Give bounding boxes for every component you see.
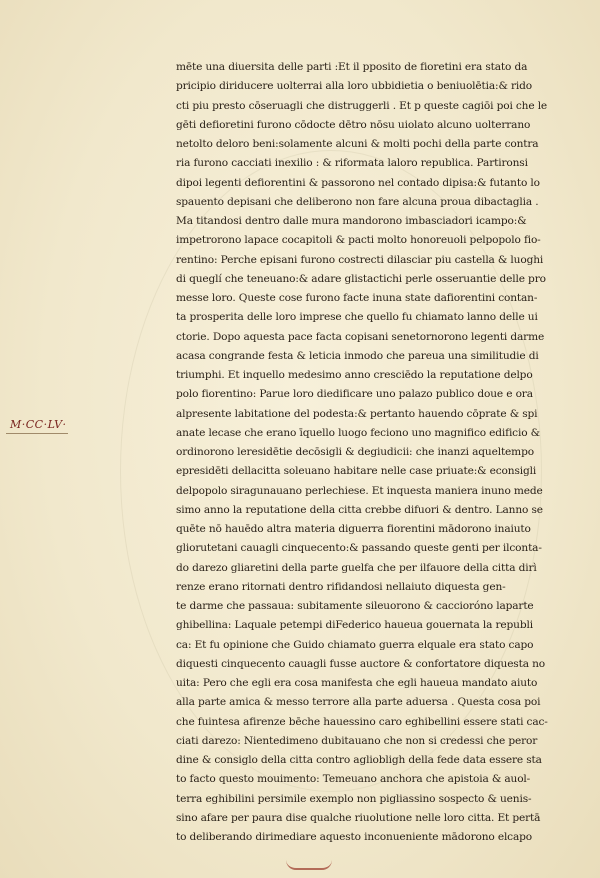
text-line: delpopolo siragunauano perlechiese. Et inquesta maniera inuno mede	[176, 484, 543, 497]
ink-mark	[286, 856, 332, 870]
text-line: alla parte amica & messo terrore alla parte aduersa . Questa cosa poi	[176, 696, 541, 709]
text-line: Ma titandosi dentro dalle mura mandorono imbasciadori icampo:&	[176, 215, 527, 227]
text-line: simo anno la reputatione della citta crebbe difuori & dentro. Lanno se	[176, 503, 543, 516]
text-line: terra eghibilini persimile exemplo non pigliassino sospecto & uenis-	[176, 792, 532, 805]
text-line: di queglí che teneuano:& adare glistactichi perle osseruantie delle pro	[176, 272, 546, 285]
text-line: ria furono cacciati inexilio : & riformata laloro republica. Partironsi	[176, 157, 528, 170]
text-line: renze erano ritornati dentro rifidandosi nellaiuto diquesta gen-	[176, 580, 506, 593]
text-line: spauento depisani che deliberono non fare alcuna proua dibactaglia .	[176, 195, 539, 208]
text-line: pricipio diriducere uolterrai alla loro ubbidietia o beniuolētia:& rido	[176, 80, 532, 93]
text-line: gēti defioretini furono cōdocte dētro nōsu uiolato alcuno uolterrano	[176, 118, 531, 131]
text-line: diquesti cinquecento cauagli fusse auctore & confortatore diquesta no	[176, 657, 545, 670]
body-text	[176, 58, 576, 847]
margin-year-note: M·CC·LV·	[10, 418, 67, 431]
text-line: messe loro. Queste cose furono facte inuna state dafiorentini contan-	[176, 292, 538, 304]
text-line: triumphi. Et inquello medesimo anno cresciēdo la reputatione delpo	[176, 369, 533, 381]
text-line: gliorutetani cauagli cinquecento:& passando queste genti per ilconta-	[176, 542, 542, 555]
text-line: te darme che passaua: subitamente sileuorono & caccioróno laparte	[176, 600, 534, 612]
text-line: netolto deloro beni:solamente alcuni & molti pochi della parte contra	[176, 138, 539, 150]
text-line: ta prosperita delle loro imprese che quello fu chiamato lanno delle ui	[176, 311, 538, 324]
text-line: to deliberando dirimediare aquesto inconueniente mādorono elcapo	[176, 831, 532, 843]
text-line: ordinorono leresidētie decōsigli & degiudicii: che inanzi aqueltempo	[176, 446, 534, 458]
text-line: ciati darezo: Nientedimeno dubitauano che non si credessi che peror	[176, 734, 538, 747]
text-line: epresidēti dellacitta soleuano habitare nelle case priuate:& econsigli	[176, 465, 537, 478]
text-line: dipoi legenti defiorentini & passorono nel contado dipisa:& futanto lo	[176, 176, 540, 189]
text-line: to facto questo mouimento: Temeuano anchora che apistoia & auol-	[176, 773, 531, 786]
text-line: acasa congrande festa & leticia inmodo che pareua una similitudie di	[176, 349, 539, 362]
text-line: cti piu presto cōseruagli che distruggerli . Et p queste cagiōi poi che le	[176, 99, 548, 112]
text-line: mēte una diuersita delle parti :Et il pposito de fioretini era stato da	[176, 61, 528, 73]
text-line: alpresente labitatione del podesta:& pertanto hauendo cōprate & spi	[176, 407, 538, 420]
text-line: dine & consiglo della citta contro agliobligh della fede data essere sta	[176, 754, 542, 766]
text-line: rentino: Perche episani furono costrecti dilasciar piu castella & luoghi	[176, 253, 544, 266]
text-line: polo fiorentino: Parue loro diedificare uno palazo publico doue e ora	[176, 388, 533, 401]
text-line: quēte nō hauēdo altra materia diguerra fiorentini mādorono inaiuto	[176, 523, 531, 535]
text-line: anate lecase che erano īquello luogo feciono uno magnifico edificio &	[176, 426, 540, 439]
text-line: ca: Et fu opinione che Guido chiamato guerra elquale era stato capo	[176, 638, 534, 651]
text-line: impetrorono lapace cocapitoli & pacti molto honoreuoli pelpopolo fio-	[176, 234, 541, 247]
text-line: ghibellina: Laquale petempi diFederico haueua gouernata la republi	[176, 619, 533, 632]
margin-rule	[6, 433, 68, 434]
text-line: do darezo gliaretini della parte guelfa che per ilfauore della citta dirì	[176, 561, 537, 574]
text-line: sino afare per paura dise qualche riuolutione nelle loro citta. Et pertā	[176, 811, 541, 824]
text-line: che fuintesa afirenze bēche hauessino caro eghibellini essere stati cac-	[176, 715, 548, 728]
text-line: uita: Pero che egli era cosa manifesta che egli haueua mandato aiuto	[176, 677, 538, 689]
text-line: ctorie. Dopo aquesta pace facta copisani senetornorono legenti darme	[176, 330, 545, 343]
